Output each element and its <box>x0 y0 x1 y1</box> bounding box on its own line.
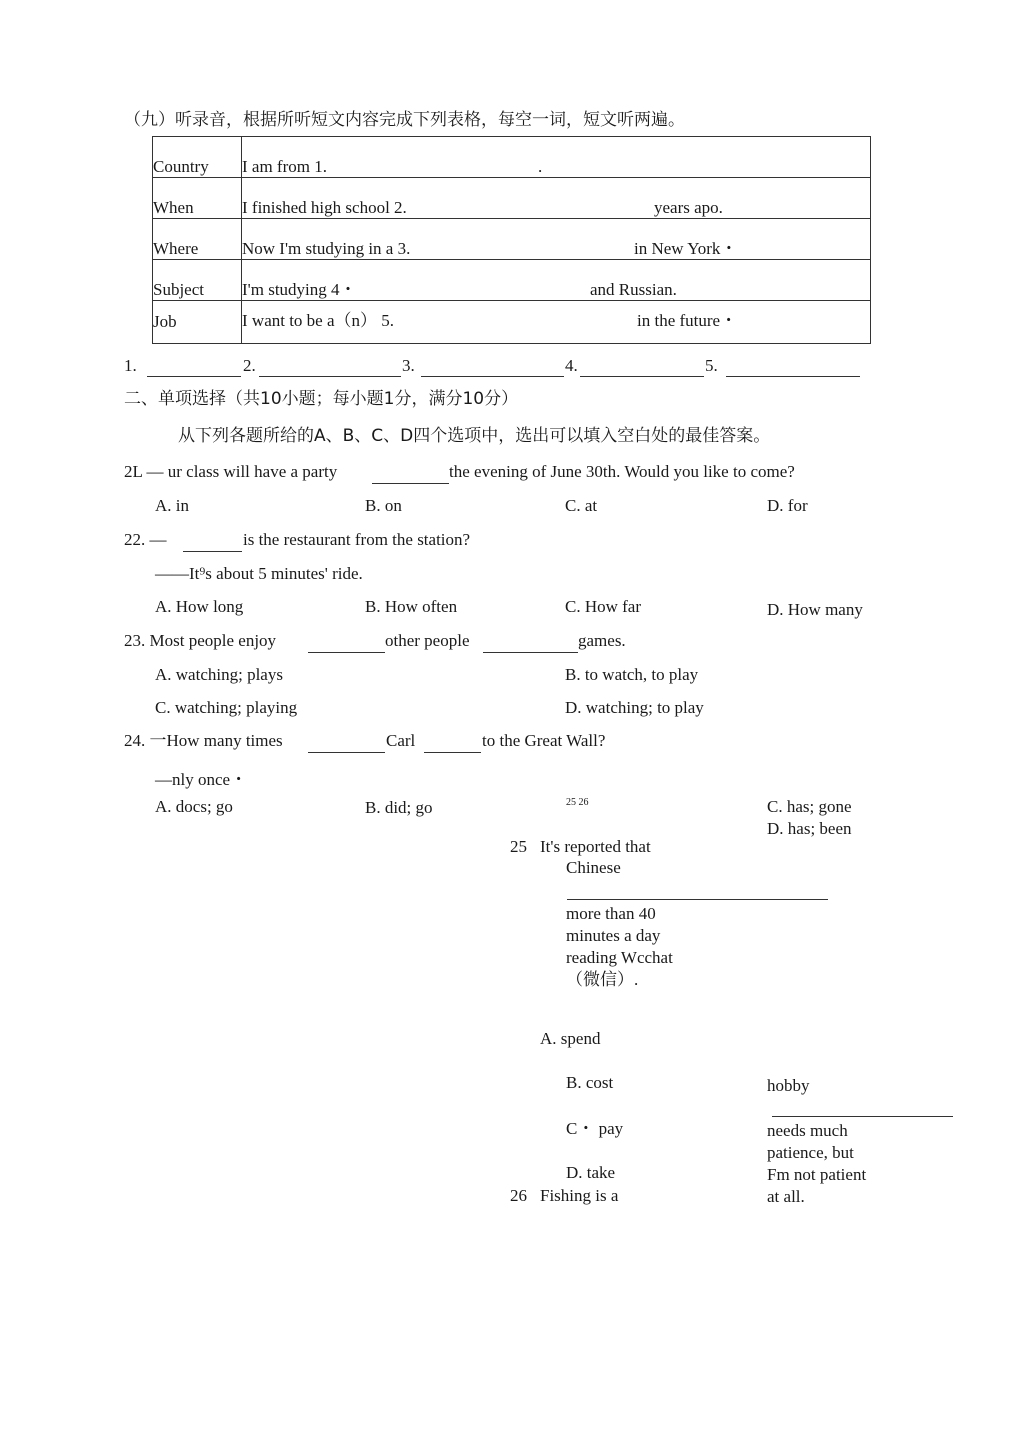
listening-instruction: （九）听录音，根据所听短文内容完成下列表格，每空一词，短文听两遍。 <box>124 110 685 130</box>
answer-blank[interactable] <box>259 376 401 377</box>
question-number: 25 <box>510 837 527 856</box>
option-b[interactable]: B. did; go <box>365 798 433 817</box>
answer-blank[interactable] <box>421 376 564 377</box>
table-row <box>153 178 871 219</box>
row-label: Subject <box>153 260 242 301</box>
answer-label: 3. <box>402 356 415 375</box>
question-stem-tail: is the restaurant from the station? <box>243 530 471 549</box>
option-d[interactable]: D. How many <box>767 600 863 619</box>
answer-blank[interactable] <box>424 752 481 753</box>
row-text: I am from 1. <box>242 156 327 176</box>
question-reply: —nly once・ <box>155 770 248 789</box>
answer-blank[interactable] <box>567 899 828 900</box>
question-stem: Fishing is a <box>540 1186 619 1205</box>
answer-label: 2. <box>243 356 256 375</box>
option-c[interactable]: C・ pay <box>566 1119 624 1138</box>
option-d[interactable]: D. has; been <box>767 819 852 838</box>
option-d[interactable]: D. take <box>566 1163 616 1182</box>
option-a[interactable]: A. spend <box>540 1029 601 1048</box>
small-label: 25 26 <box>566 797 589 808</box>
question-stem-tail: more than 40 minutes a day reading Wcchat（微信）. <box>566 904 673 989</box>
row-text-tail: . <box>538 156 543 176</box>
section-heading: 二、单项选择（共10小题；每小题1分，满分10分） <box>124 389 519 409</box>
table-row <box>153 137 871 178</box>
row-text-tail: years apo. <box>654 197 723 217</box>
option-c[interactable]: C. has; gone <box>767 797 852 816</box>
row-text-tail: and Russian. <box>590 279 677 299</box>
row-text: I want to be a（n） 5. <box>242 311 395 330</box>
question-stem: It's reported that <box>540 837 651 856</box>
question-stem: 2L — ur class will have a party <box>124 462 338 481</box>
question-stem-mid: Chinese <box>566 858 621 877</box>
option-a[interactable]: A. How long <box>155 597 244 616</box>
option-a[interactable]: A. in <box>155 496 189 515</box>
question-stem-tail: needs much patience, but Fm not patient at all. <box>767 1121 867 1206</box>
answer-label: 5. <box>705 356 718 375</box>
row-text: I'm studying 4・ <box>242 279 357 299</box>
row-text: Now I'm studying in a 3. <box>242 238 411 258</box>
row-text: I finished high school 2. <box>242 197 407 217</box>
row-label: Where <box>153 219 242 260</box>
question-number: 26 <box>510 1186 527 1205</box>
question-stem-tail: to the Great Wall? <box>482 731 606 750</box>
option-b[interactable]: B. cost <box>566 1073 614 1092</box>
answer-label: 1. <box>124 356 137 375</box>
option-b[interactable]: B. to watch, to play <box>565 665 699 684</box>
section-instruction: 从下列各题所给的A、B、C、D四个选项中，选出可以填入空白处的最佳答案。 <box>178 426 771 446</box>
question-reply: ——It⁹s about 5 minutes' ride. <box>155 564 363 583</box>
option-c[interactable]: C. watching; playing <box>155 698 298 717</box>
question-stem-mid: Carl <box>386 731 416 750</box>
option-b[interactable]: B. on <box>365 496 402 515</box>
option-d[interactable]: D. for <box>767 496 808 515</box>
answer-blank[interactable] <box>772 1116 953 1117</box>
answer-blank[interactable] <box>483 652 578 653</box>
question-stem-tail: the evening of June 30th. Would you like to come? <box>449 462 795 481</box>
row-label: Job <box>153 301 242 344</box>
question-stem-mid: hobby <box>767 1076 810 1095</box>
row-label: Country <box>153 137 242 178</box>
option-c[interactable]: C. at <box>565 496 598 515</box>
answer-blank[interactable] <box>372 483 449 484</box>
answer-blank[interactable] <box>308 652 385 653</box>
row-label: When <box>153 178 242 219</box>
option-c[interactable]: C. How far <box>565 597 642 616</box>
row-text-tail: in New York・ <box>634 238 738 258</box>
table-row <box>153 301 871 344</box>
answer-blank[interactable] <box>308 752 385 753</box>
answer-blank[interactable] <box>726 376 860 377</box>
table-row <box>153 219 871 260</box>
answer-blank[interactable] <box>147 376 241 377</box>
option-a[interactable]: A. docs; go <box>155 797 233 816</box>
answer-label: 4. <box>565 356 578 375</box>
answer-blank[interactable] <box>580 376 704 377</box>
answer-blank[interactable] <box>183 551 242 552</box>
question-stem: 22. — <box>124 530 167 549</box>
question-stem-mid: other people <box>385 631 470 650</box>
option-b[interactable]: B. How often <box>365 597 458 616</box>
option-a[interactable]: A. watching; plays <box>155 665 283 684</box>
option-d[interactable]: D. watching; to play <box>565 698 704 717</box>
table-row <box>153 260 871 301</box>
question-stem: 24. 一How many times <box>124 731 283 750</box>
row-text-tail: in the future・ <box>637 311 738 330</box>
question-stem-tail: games. <box>578 631 626 650</box>
listening-table <box>152 136 871 344</box>
question-stem: 23. Most people enjoy <box>124 631 277 650</box>
